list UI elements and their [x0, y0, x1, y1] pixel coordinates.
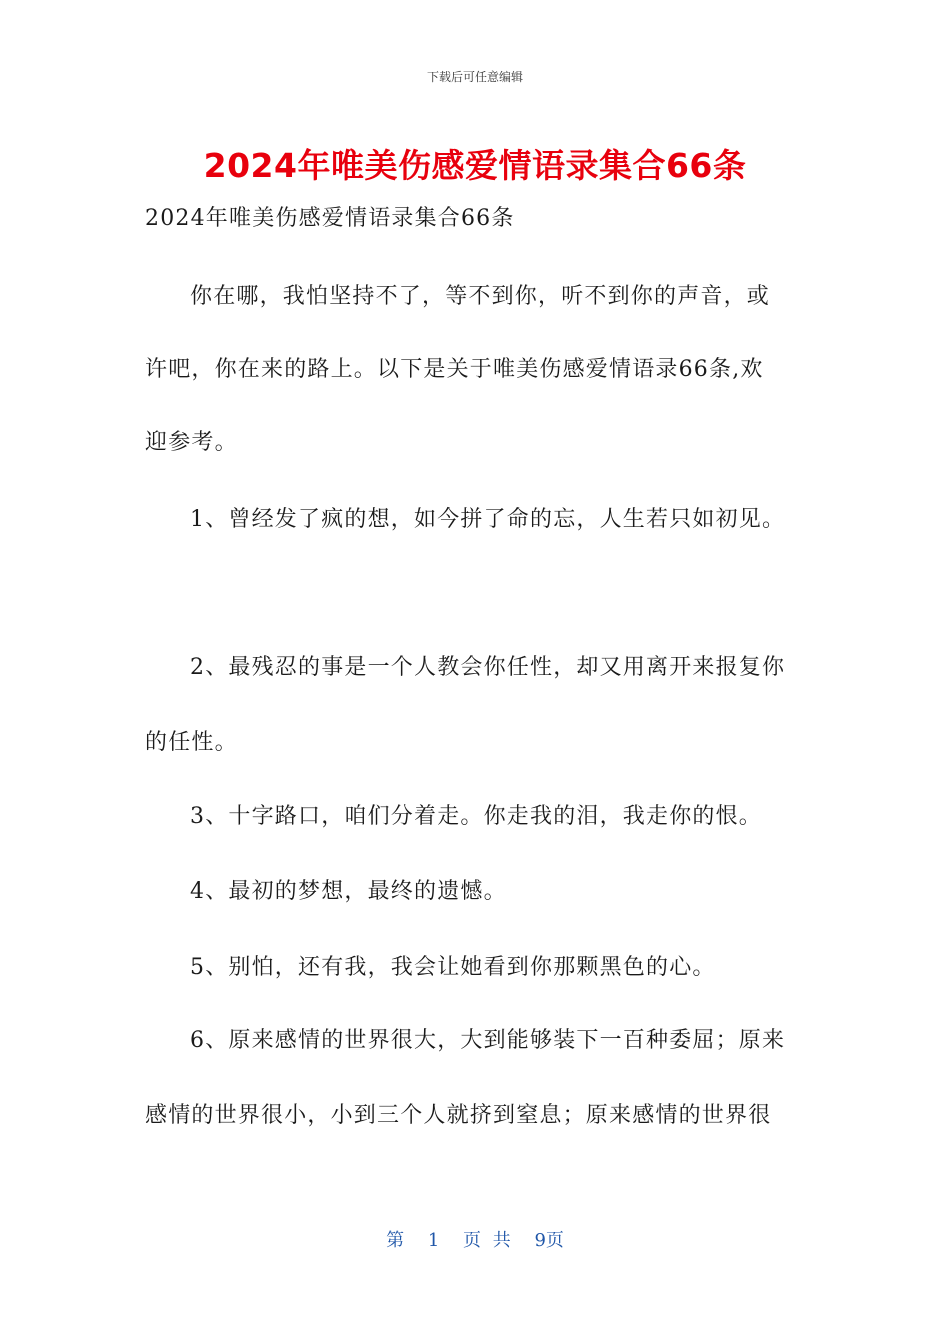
- paragraph-line: 你在哪，我怕坚持不了，等不到你，听不到你的声音，或: [190, 284, 771, 309]
- quote-item-6: 6、原来感情的世界很大，大到能够装下一百种委屈；原来: [190, 1028, 786, 1053]
- quote-item-1: 1、曾经发了疯的想，如今拼了命的忘，人生若只如初见。: [190, 507, 786, 532]
- footer-total-pages: 9页: [534, 1230, 564, 1251]
- quote-item-2: 2、最残忍的事是一个人教会你任性，却又用离开来报复你: [190, 655, 786, 680]
- quote-item-3: 3、十字路口，咱们分着走。你走我的泪，我走你的恨。: [190, 804, 762, 829]
- quote-item-6-cont: 感情的世界很小，小到三个人就挤到窒息；原来感情的世界很: [145, 1103, 772, 1128]
- paragraph-line: 许吧，你在来的路上。以下是关于唯美伤感爱情语录66条,欢: [145, 357, 764, 382]
- subtitle-line: 2024年唯美伤感爱情语录集合66条: [145, 206, 515, 231]
- quote-item-2-cont: 的任性。: [145, 730, 238, 755]
- document-title: 2024年唯美伤感爱情语录集合66条: [203, 146, 747, 185]
- footer-middle: 页 共: [463, 1230, 511, 1251]
- footer-page-number: 1: [427, 1230, 440, 1251]
- quote-item-5: 5、别怕，还有我，我会让她看到你那颗黑色的心。: [190, 955, 716, 980]
- footer-prefix: 第: [386, 1230, 405, 1251]
- paragraph-line: 迎参考。: [145, 430, 238, 455]
- page-footer: [0, 1226, 950, 1252]
- quote-item-4: 4、最初的梦想，最终的遗憾。: [190, 879, 507, 904]
- header-note: 下载后可任意编辑: [426, 70, 523, 84]
